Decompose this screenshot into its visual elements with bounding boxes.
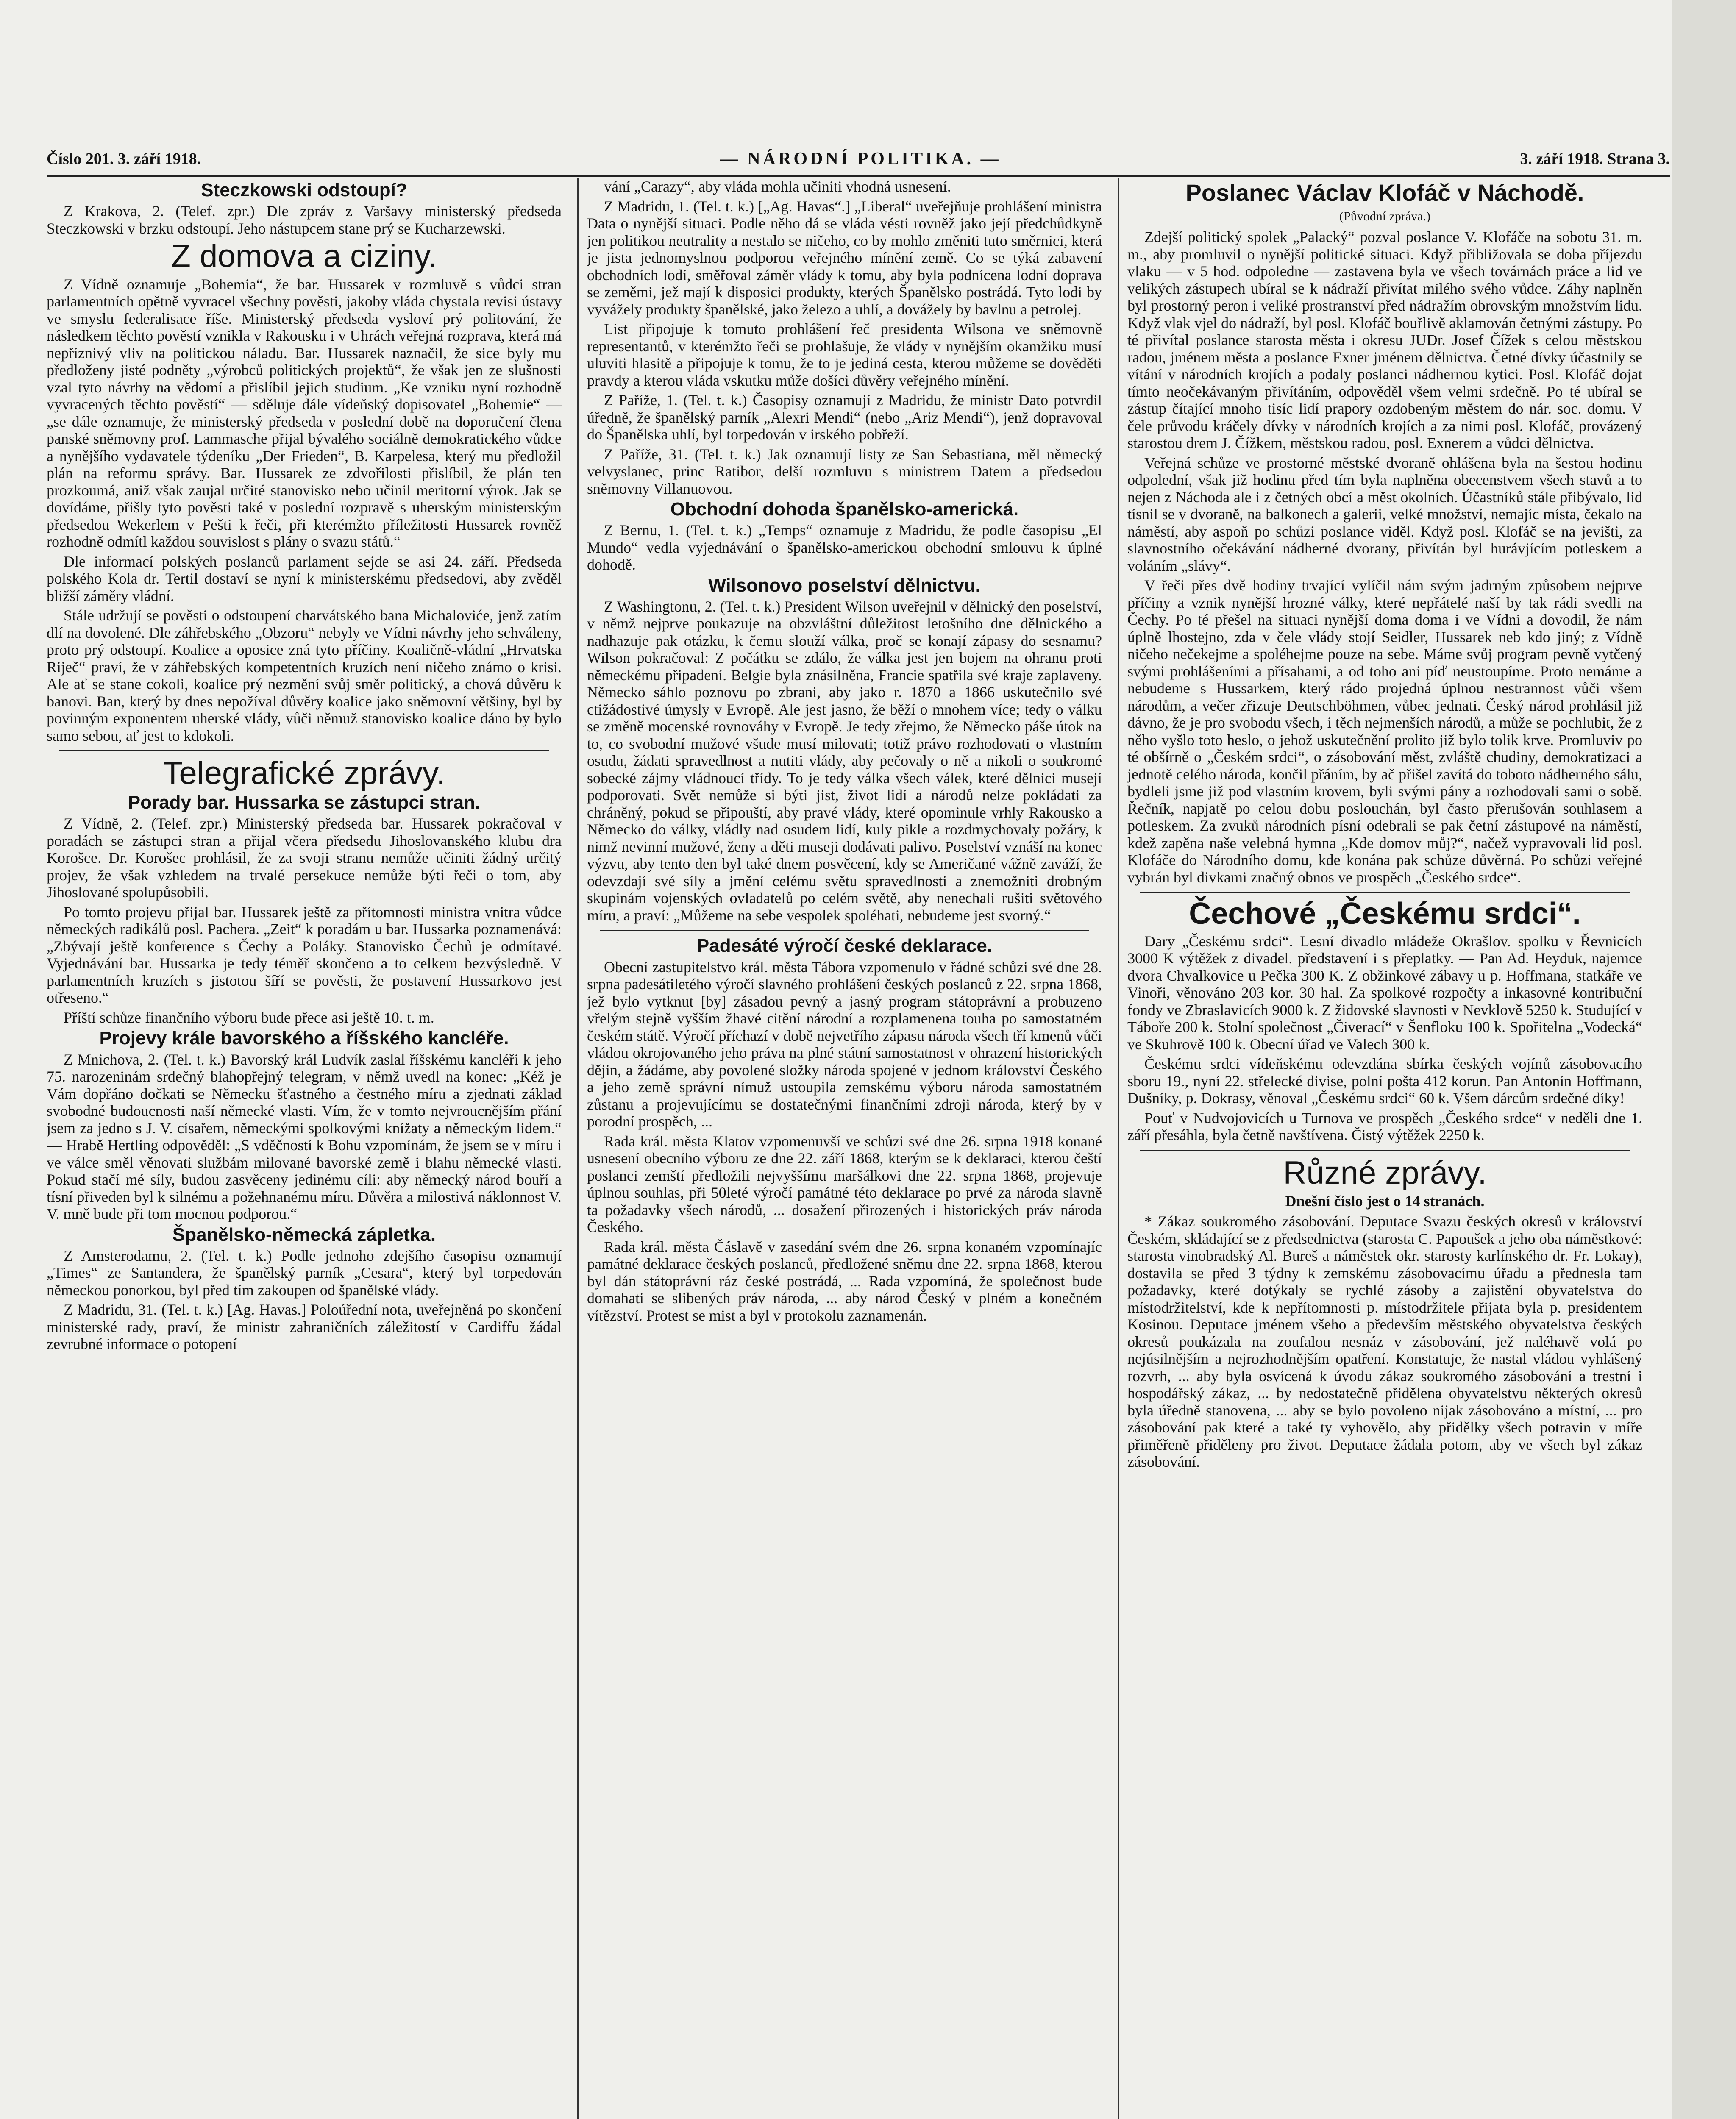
article-paragraph: Obecní zastupitelstvo král. města Tábora vzpomenulo v řádné schůzi své dne 28. srpna padesátiletého výročí slavného prohlášení českých poslanců z 22. srpna 1868, jež bylo vytknut [by] zásadou pevný a jasný program státoprávní a probuzeno vřelým stejně vyšším žhavé citění národní a rozplamenena touha po samostatném českém státě. Výročí příchazí v době nejvetřího zápasu národa všech tří kmenů vůči vládou okrojovaného jeho práva na plné státní samostatnost v ohrazení historických dějin, a žádáme, aby povolené složky národa spojené v jednom království Českého a jeho země správní nímuž ustoupila zemskému výboru národa samostatném zůstanu a projevujícímu se dostatečnými finančními zdroji národa, který by v porodní prospěch, ... (587, 958, 1102, 1130)
article-paragraph: V řeči přes dvě hodiny trvající vylíčil nám svým jadrným způsobem nejprve příčiny a vznik nynější hrozné války, které nepřátelé naší by tak rádi svedli na Čechy. Po té přešel na situaci nynější doma doma i ve Vídni a dovodil, že nám úplně lhostejno, zda v čele vlády stojí Seidler, Hussarek neb kdo jiný; z Vídně ničeho nečekejme a spoléhejme pouze na sebe. Máme svůj program pevně vytčený svými prohlášeními a přísahami, a od toho ani píď neustoupíme. Proto nemáme a nebudeme s Hussarkem, který rádo projedná úplnou nestrannost vůči všem národům, a večer zřizuje Deutschböhmen, vůbec jednati. Český národ prohlásil již dávno, že je pro svobodu všech, i těch nejmenších národů, a může se pochlubit, že z něho vyšlo toto heslo, o jehož uskutečnění prolito již bylo tolik krve. Promluviv po té obšírně o „Českém srdci“, o zásobování měst, zvláště chudiny, demokratizaci a jednotě celého národa, končil přáním, by ač přišel zavítá do toboto nádherného sálu, bydleli jsme již pod vlastním krovem, byli svými pány a rozhodovali sami o sobě. Řečník, napjatě po celou dobu poslouchán, byl často přerušován souhlasem a potleskem. Za zvuků národních písní odebrali se pak četní zástupové na náměstí, kdež zapěna naše velebná hymna „Kde domov můj?“, načež vypravovali lid posl. Klofáče do Národního domu, kde konána pak schůze důvěrná. Po schůzi veřejné vybrán byl divkami značný obnos ve prospěch „Českého srdce“. (1127, 577, 1642, 886)
article-paragraph: * Zákaz soukromého zásobování. Deputace Svazu českých okresů v království Českém, skládající se z předsednictva (starosta C. Papoušek a jeho oba náměstkové: starosta vinobradský Al. Bureš a náměstek okr. starosty karlínského dr. Fr. Lokay), dostavila se před 3 týdny k zemskému zásobovacímu úřadu a přednesla tam požadavky, které dotýkaly se rychlé zásoby a zajistění obyvatelstva do místodržitelství, kde k nepřítomnosti p. místodržitele přijata byla p. presidentem Kosinou. Deputace jménem všeho a především městského obyvatelstva českých okresů poukázala na zoufalou nesnáz v zásobování, jež naléhavě volá po nejúsilnějším a nejrozhodnějším opatření. Konstatuje, že nastal vládou vyhlášený rozvrh, ... aby byla osvícená k úvodu zákaz soukromého zásobování a trestní i hospodářský zákaz, ... by nedostatečně přidělena obyvatelstvu některých okresů byla úředně stanovena, ... aby se bylo povoleno nijak zásobováno a místní, ... pro zásobování pak které a také ty vyhovělo, aby přidělky všech potravin v míře přiměřeně přiděleny pro život. Deputace žádala potom, aby ve všech byl zákaz zásobování. (1127, 1213, 1642, 1471)
article-paragraph: Pouť v Nudvojovicích u Turnova ve prospěch „Českého srdce“ v neděli dne 1. září přesáhla, byla četně navštívena. Čistý výtěžek 2250 k. (1127, 1109, 1642, 1144)
page-header (47, 144, 1670, 174)
article-paragraph: Stále udržují se pověsti o odstoupení charvátského bana Michaloviće, jenž zatím dlí na dovolené. Dle záhřebského „Obzoru“ nebyly ve Vídni návrhy jeho schváleny, proto prý odstoupí. Koalice a oposice zná tyto příčiny. Koaličně-vládní „Hrvatska Riječ“ praví, že v záhřebských kompetentních kruzích není ničeho známo o krisi. Ale ať se stane cokoli, koalice prý nezmění svůj směr politický, a chová důvěru k banovi. Ban, který by dnes nepožíval důvěry koalice jako sněmovní většiny, byl by povinným exponentem uherské vlády, vůči němuž stanovisko koalice dáno by bylo samo sebou, ať jest to kdokoli. (47, 607, 562, 744)
article-paragraph: vání „Carazy“, aby vláda mohla učiniti vhodná usnesení. (604, 178, 951, 195)
column-3 (1127, 178, 1642, 2119)
section-rule (1140, 1150, 1630, 1151)
article-paragraph: Z Vídně, 2. (Telef. zpr.) Ministerský předseda bar. Hussarek pokračoval v poradách se zástupci stran a přijal včera předsedu Jihoslovanského klubu dra Korošce. Dr. Korošec prohlásil, že za svoji stranu nemůže učiniti žádný určitý projev, že však vzhledem na trvalé persekuce nemůže býti řeči o tom, aby Jihoslované spolupůsobili. (47, 815, 562, 901)
article-paragraph: Zdejší politický spolek „Palacký“ pozval poslance V. Klofáče na sobotu 31. m. m., aby promluvil o nynější politické situaci. Když přibližovala se doba příjezdu vlaku — v 5 hod. odpoledne — zastavena byla ve všech továrnách práce a lid ve velikých zástupech ubíral se k nádraží přivítat milého svého vůdce. Záhy naplněn byl prostorný peron i veliké prostranství před nádražím obrovským množstvím lidu. Když vlak vjel do nádraží, byl posl. Klofáč bouřlivě aklamován četnými zástupy. Po té přivítal poslance starosta města i okresu JUDr. Josef Čížek s celou městskou radou, jménem města a poslance Exner jménem dělnictva. Četné dívky účastnily se vítání v národních krojích a podaly poslanci nádhernou kytici. Posl. Klofáč dojat tímto neočekávaným přivítáním, odpověděl všem velmi srdečně. Po té ubíral se zástup čítající mnoho tisíc lidí prapory ozdobeným městem do nár. soc. domu. V čele průvodu kráčely dívky v národních krojích a za nimi posl. Klofáč, provázený starostou drem J. Čížkem, městskou radou, posl. Exnerem a vůdci dělnictva. (1127, 228, 1642, 452)
article-paragraph: Českému srdci vídeňskému odevzdána sbírka českých vojínů zásobovacího sboru 19., nyní 22. střelecké divise, polní pošta 412 korun. Pan Antonín Hoffmann, Dušníky, p. Dokrasy, věnoval „Českému srdci“ 60 k. Všem dárcům srdečné díky! (1127, 1055, 1642, 1107)
article-headline: Projevy krále bavorského a říšského kancléře. (99, 1028, 509, 1049)
article-paragraph: Veřejná schůze ve prostorné městské dvoraně ohlášena byla na šestou hodinu odpolední, však již hodinu před tím byla naplněna obecenstvem všech stavů a to nejen z Náchoda ale i z četných obcí a měst okolních. Účastníků stále přibývalo, lid tísnil se v dvoraně, na balkonech a galerii, velké množství, nemajíc místa, čekalo na náměstí, aby aspoň po schůzi poslance viděl. Když posl. Klofáč se na jevišti, za slavnostního očekávání nádherné dvorany, přivítán byl hurávjícím potleskem a voláním „slávy“. (1127, 454, 1642, 574)
article-paragraph: Z Vídně oznamuje „Bohemia“, že bar. Hussarek v rozmluvě s vůdci stran parlamentních opětně vyvracel všechny pověsti, jakoby vláda chystala revisi ústavy ve smyslu federalisace říše. Ministerský předseda vysloví prý politování, že následkem těchto pověstí vznikla v Rakousku i v Uhrách veřejná rozprava, která má nepříznivý vliv na politickou náladu. Bar. Hussarek naznačil, že sice byly mu předloženy jisté podněty „výrobců politických projektů“, že však jen ze slušnosti vzal tyto návrhy na vědomí a přislíbil jejich studium. „Ke vzniku nyní rozhodně vyvracených těchto pověstí“ — sděluje dále vídeňský dopisovatel „Bohemie“ — „se dále oznamuje, že ministerský předseda v poslední době na doporučení člena panské sněmovny prof. Lammasche přijal bývalého sociálně demokratického vůdce a nynějšího vydavatele týdeníku „Der Frieden“, B. Karpelesa, který mu předložil plán na reformu správy. Bar. Hussarek ze zdvořilosti přislíbil, že plán ten prozkoumá, aniž však zaujal určité stanovisko nebo učinil meritorní výrok. Jak se dovídáme, přišly tyto pověsti také v poslední rozpravě s uherským ministerským předsedou Wekerlem v Pešti k řeči, při kterémžto příležitosti Hussarek rovněž rozhodně odmítl každou souvislost s plány o svazu států.“ (47, 275, 562, 551)
article-headline: Steczkowski odstoupí? (201, 180, 407, 200)
article-paragraph: Z Paříže, 1. (Tel. t. k.) Časopisy oznamují z Madridu, že ministr Dato potvrdil úředně, že španělský parník „Alexri Mendi“ (nebo „Ariz Mendi“), jenž dopravoval do Španělska uhlí, byl torpedován v irského pobřeží. (587, 392, 1102, 443)
section-headline: Z domova a ciziny. (171, 238, 437, 275)
article-paragraph: Z Paříže, 31. (Tel. t. k.) Jak oznamují listy ze San Sebastiana, měl německý velvyslanec, princ Ratibor, delší rozmluvu s ministrem Datem a předsedou sněmovny Villanuovou. (587, 445, 1102, 497)
article-headline: Padesáté výročí české deklarace. (696, 935, 993, 957)
article-paragraph: Z Bernu, 1. (Tel. t. k.) „Temps“ oznamuje z Madridu, že podle časopisu „El Mundo“ vedla vyjednávání o španělsko-americkou obchodní smlouvu k úplné dohodě. (587, 522, 1102, 573)
article-paragraph: Příští schůze finančního výboru bude přece asi ještě 10. t. m. (64, 1009, 434, 1026)
article-headline: Poslanec Václav Klofáč v Náchodě. (1185, 179, 1584, 206)
page-margin (1672, 0, 1736, 2119)
section-rule (600, 930, 1089, 931)
issue-number: Číslo 201. 3. září 1918. (47, 150, 201, 168)
article-headline: Obchodní dohoda španělsko-americká. (670, 499, 1019, 520)
article-paragraph: Z Madridu, 1. (Tel. t. k.) [„Ag. Havas“.] „Liberal“ uveřejňuje prohlášení ministra Data o nynější situaci. Podle něho dá se vláda vésti rovněž jako její předchůdkyně jen politikou neutrality a nestalo se ničeho, co by mohlo změniti tuto směrnici, která je jista jednomyslnou podporou veřejného mínění země. Co se týká zabavení obchodních lodí, směřoval záměr vlády k tomu, aby byla podnícena lodní doprava se zeměmi, jež mají k disposici produkty, kterých Španělsko postrádá. Tyto lodi by vyvážely produkty španělské, jako železo a uhlí, a dovážely by bavlnu a petrolej. (587, 197, 1102, 318)
section-rule (1140, 892, 1630, 893)
column-divider (1118, 178, 1119, 2119)
article-paragraph: Dle informací polských poslanců parlament sejde se asi 24. září. Předseda polského Kola dr. Tertil dostaví se nyní k ministerskému předsedovi, aby zvěděl bližší záměry vládní. (47, 553, 562, 604)
issue-note: Dnešní číslo jest o 14 stranách. (1285, 1192, 1485, 1210)
masthead-title: — NÁRODNÍ POLITIKA. — (720, 149, 1001, 169)
page-number: 3. září 1918. Strana 3. (1520, 150, 1670, 168)
article-paragraph: Rada král. města Klatov vzpomenuvší ve schůzi své dne 26. srpna 1918 konané usnesení obecního výboru ze dne 22. září 1868, kterým se k deklaraci, kterou čeští poslanci zemští předložili nejvyššímu maršálkovi dne 22. srpna 1868, projevuje úplnou souhlas, při 50leté výročí památné této deklarace po prvé za národa slavně ta požadavky všech národů, ... dosažení přirozených i historických práv národa Českého. (587, 1132, 1102, 1236)
article-headline: Porady bar. Hussarka se zástupci stran. (128, 792, 481, 813)
article-paragraph: Z Mnichova, 2. (Tel. t. k.) Bavorský král Ludvík zaslal říšskému kancléři k jeho 75. narozeninám srdečný blahopřejný telegram, v němž uvedl na konec: „Kéž je Vám dopřáno dočkati se Německu šťastného a čestného míru a zjednati základ svobodné budoucnosti naší německé vlasti. Vím, že v tomto nejvroucnějším přání jsem za jedno s J. V. císařem, německými spolkovými knížaty a německým lidem.“ — Hrabě Hertling odpověděl: „S vděčností k Bohu vzpomínám, že jsem se v míru i ve válce směl věnovati službám milované bavorské země i blahu německé vlasti. Pokud stačí mé síly, budou zasvěceny jedinému cíli: aby německý národ bouří a tísní přiveden byl k silnému a požehnanému míru. Důvěra a milostivá náklonnost V. V. mně bude při tom mocnou podporou.“ (47, 1051, 562, 1223)
section-headline: Čechové „Českému srdci“. (1189, 897, 1581, 931)
article-paragraph: List připojuje k tomuto prohlášení řeč presidenta Wilsona ve sněmovně representantů, v kterémžto řeči se prohlašuje, že vlády v nynějším okamžiku musí uluviti hlasitě a připojuje k tomu, že to je jediná cesta, kterou můžeme se dověděti pravdy a kterou vláda vskutku může došíci důvěry veřejného mínění. (587, 320, 1102, 389)
article-subtitle: (Původní zpráva.) (1339, 209, 1430, 223)
article-headline: Wilsonovo poselství dělnictvu. (708, 575, 981, 596)
article-paragraph: Z Amsterodamu, 2. (Tel. t. k.) Podle jednoho zdejšího časopisu oznamují „Times“ ze Santandera, že španělský parník „Cesara“, který byl torpedován německou ponorkou, byl před tím zakoupen od španělské vlády. (47, 1247, 562, 1299)
article-headline: Španělsko-německá zápletka. (172, 1224, 436, 1245)
section-headline: Telegrafické zprávy. (163, 755, 445, 792)
article-paragraph: Z Krakova, 2. (Telef. zpr.) Dle zpráv z Varšavy ministerský předseda Steczkowski v brzku odstoupí. Jeho nástupcem stane prý se Kucharzewski. (47, 203, 562, 237)
article-paragraph: Z Washingtonu, 2. (Tel. t. k.) President Wilson uveřejnil v dělnický den poselství, v němž nejprve poukazuje na obzvláštní důležitost letošního dne dělnického a nadhazuje pak otázku, k čemu slouží válka, proč se konají zápasy do sesnamu? Wilson pokračoval: Z počátku se zdálo, že válka jest jen bojem na ohranu proti německému připadení. Belgie byla znásilněna, Francie spatřila své kraje zaplaveny. Německo sáhlo poznovu po zbrani, aby jako r. 1870 a 1866 uskutečnilo své ctižádostivé úmysly v Evropě. Ale jest jasno, že běží o mnohem více; tedy o válku se změně mocenské rovnováhy v Evropě. Je tedy zřejmo, že Německo páše útok na to, co svobodní mužové všude musí milovati; totiž právo rozhodovati o vlastním osudu, žádati spravedlnost a nutiti vlády, aby pečovaly o ně a nikoli o soukromé sobecké zájmy vládnoucí třídy. To je tedy válka všech válek, které dělnici musejí podporovati. Svět nemůže si býti jist, život lidí a národů nelze pokládati za chráněný, pokud se připouští, aby pravé vlády, které opominule vrhly Rakousko a Německo do války, vládly nad osudem lidí, kuly pikle a rozdmychovaly požáry, k nimž nevinní mužové, ženy a děti museji dodávati palivo. Poselství vznáší na konec výzvu, aby tento den byl také dnem posvěcení, kdy se Američané vážně zaváží, že odevzdají své síly a jmění celému světu spravedlnosti a znemožniti drobným skupinám vojenských ovladatelů po celém světě, aby nenechali rušiti světového míru, a praví: „Můžeme na sebe vespolek spoléhati, nebudeme jest svorný.“ (587, 598, 1102, 924)
section-headline: Různé zprávy. (1283, 1154, 1487, 1191)
column-2 (587, 178, 1102, 2119)
article-paragraph: Z Madridu, 31. (Tel. t. k.) [Ag. Havas.] Poloúřední nota, uveřejněná po skončení ministerské rady, praví, že ministr zahraničních záležitostí v Cardiffu žádal zevrubné informace o potopení (47, 1301, 562, 1353)
column-1 (47, 178, 562, 2119)
article-paragraph: Po tomto projevu přijal bar. Hussarek ještě za přítomnosti ministra vnitra vůdce německých radikálů posl. Pachera. „Zeit“ k poradám u bar. Hussarka poznamenává: „Zbývají ještě konference s Čechy a Poláky. Stanovisko Čechů je odmítavé. Vyjednávání bar. Hussarka je tedy téměř skončeno a to celkem bezvýsledně. V parlamentních kruzích s jistotou šíří se pověsti, že postavení Hussarkovo jest otřeseno.“ (47, 903, 562, 1007)
column-divider (577, 178, 579, 2119)
article-paragraph: Rada král. města Čáslavě v zasedání svém dne 26. srpna konaném vzpomínajíc památné deklarace českých poslanců, předložené sněmu dne 22. srpna 1868, kterou byl dán státoprávní ráz české postrádá, ... Rada vzpomíná, že společnost bude domahati se slibených práv národa, ... aby národ Český v plném a konečném vítězství. Protest se mist a byl v protokolu zaznamenán. (587, 1238, 1102, 1324)
article-paragraph: Dary „Českému srdci“. Lesní divadlo mládeže Okrašlov. spolku v Řevnicích 3000 K výtěžek z divadel. představení i s přeplatky. — Pan Ad. Heyduk, najemce dvora Chvalkovice u Pečka 300 K. Z obžinkové zábavy u p. Hoffmana, statkáře ve Vinoři, věnováno 203 kor. 30 hal. Za spolkové rozpočty a inkasovné kontribuční fondy ve Zbraslavicích 9000 k. Z židovské slavnosti v Nevklově 5250 k. Studující v Táboře 200 k. Stolní společnost „Čiverací“ v Šenfloku 100 k. Spořitelna „Vodecká“ ve Skuhrově 100 k. Obecní úřad ve Valech 300 k. (1127, 932, 1642, 1053)
section-rule (59, 750, 549, 751)
header-rule (47, 175, 1670, 177)
